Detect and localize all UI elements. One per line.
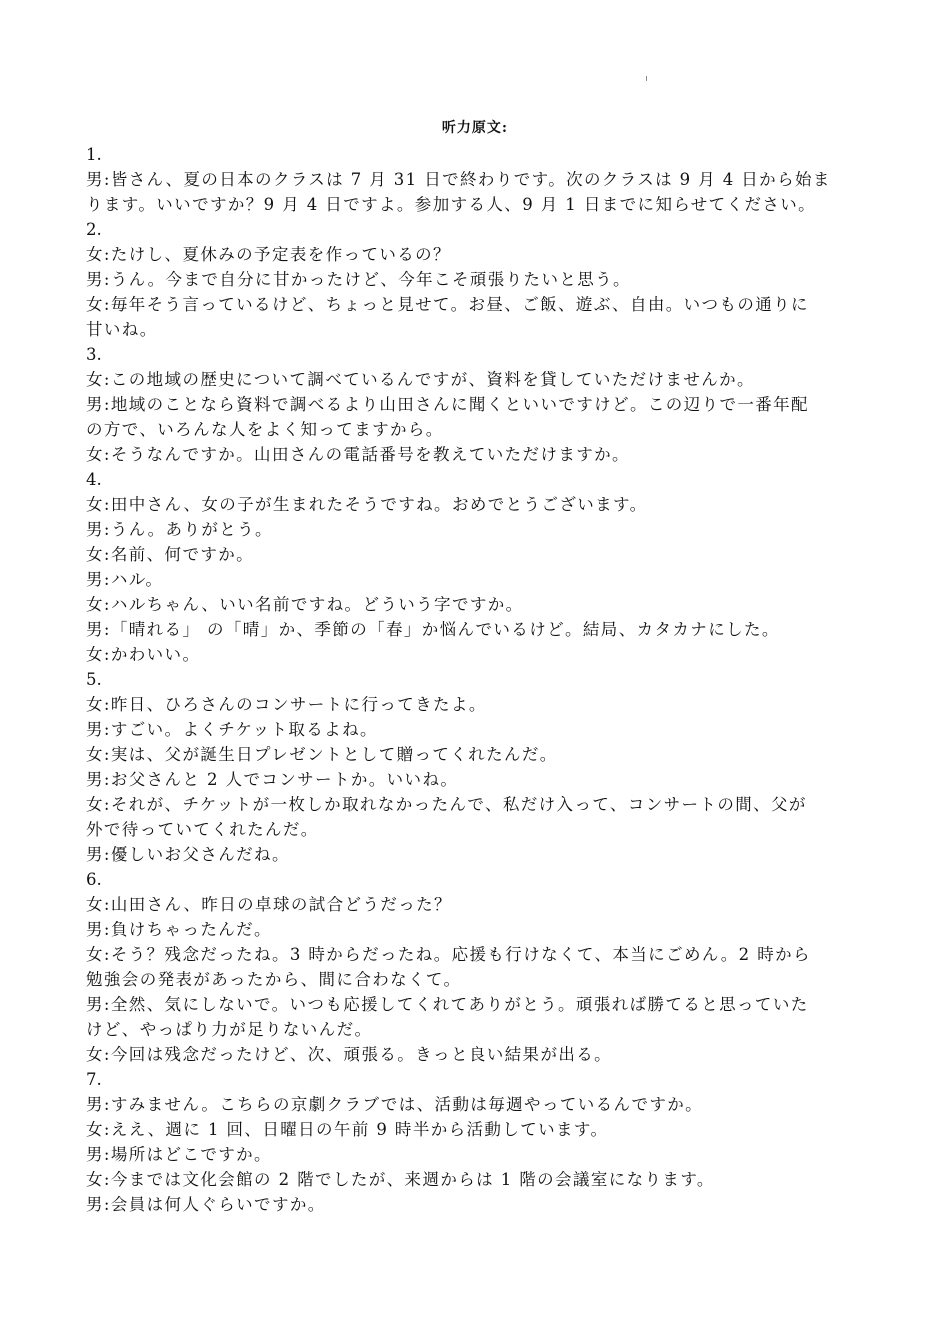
section-number: 7. [86,1070,102,1089]
header-mark [646,76,647,81]
dialogue-line: 勉強会の発表があったから、間に合わなくて。 [86,970,462,989]
section-number: 3. [86,345,102,364]
dialogue-line: 女:毎年そう言っているけど、ちょっと見せて。お昼、ご飯、遊ぶ、自由。いつもの通りに [86,295,809,314]
dialogue-line: けど、やっぱり力が足りないんだ。 [86,1020,373,1039]
section-number: 6. [86,870,102,889]
dialogue-line: 男:すごい。よくチケット取るよね。 [86,720,378,739]
section-number: 2. [86,220,102,239]
section-number: 5. [86,670,102,689]
section-number: 4. [86,470,102,489]
dialogue-line: 男:全然、気にしないで。いつも応援してくれてありがとう。頑張れば勝てると思っていた [86,995,809,1014]
dialogue-line: 女:今までは文化会館の 2 階でしたが、来週からは 1 階の会議室になります。 [86,1170,715,1189]
dialogue-line: 女:ええ、週に 1 回、日曜日の午前 9 時半から活動しています。 [86,1120,609,1139]
dialogue-line: 男:お父さんと 2 人でコンサートか。いいね。 [86,770,459,789]
transcript-body [86,142,864,1217]
dialogue-line: 外で待っていてくれたんだ。 [86,820,319,839]
dialogue-line: 女:山田さん、昨日の卓球の試合どうだった？ [86,895,452,914]
dialogue-line: 男:場所はどこですか。 [86,1145,272,1164]
dialogue-line: 男:負けちゃったんだ。 [86,920,272,939]
dialogue-line: 男:すみません。こちらの京劇クラブでは、活動は毎週やっているんですか。 [86,1095,704,1114]
dialogue-line: 女:ハルちゃん、いい名前ですね。どういう字ですか。 [86,595,524,614]
dialogue-line: 女:たけし、夏休みの予定表を作っているの？ [86,245,451,264]
dialogue-line: 男:皆さん、夏の日本のクラスは 7 月 31 日で終わりです。次のクラスは 9 月 4 日から始ま [86,170,831,189]
dialogue-line: ります。いいですか？9 月 4 日ですよ。参加する人、9 月 1 日までに知らせてください。 [86,195,817,214]
dialogue-line: 女:そうなんですか。山田さんの電話番号を教えていただけますか。 [86,445,630,464]
dialogue-line: 女:実は、父が誕生日プレゼントとして贈ってくれたんだ。 [86,745,558,764]
dialogue-line: 女:かわいい。 [86,645,201,664]
dialogue-line: 女:名前、何ですか。 [86,545,255,564]
dialogue-line: 男:ハル。 [86,570,164,589]
dialogue-line: 女:この地域の歴史について調べているんですが、資料を貸していただけませんか。 [86,370,755,389]
page-title: 听力原文: [441,120,509,136]
section-number: 1. [86,145,102,164]
dialogue-line: 男:「晴れる」 の「晴」か、季節の「春」か悩んでいるけど。結局、カタカナにした。 [86,620,780,639]
dialogue-line: 男:うん。今まで自分に甘かったけど、今年こそ頑張りたいと思う。 [86,270,631,289]
dialogue-line: 女:田中さん、女の子が生まれたそうですね。おめでとうございます。 [86,495,648,514]
dialogue-line: 甘いね。 [86,320,158,339]
dialogue-line: 男:うん。ありがとう。 [86,520,273,539]
dialogue-line: 女:今回は残念だったけど、次、頑張る。きっと良い結果が出る。 [86,1045,613,1064]
dialogue-line: 男:会員は何人ぐらいですか。 [86,1195,326,1214]
dialogue-line: の方で、いろんな人をよく知ってますから。 [86,420,444,439]
dialogue-line: 女:そう？残念だったね。3 時からだったね。応援も行けなくて、本当にごめん。2 時から [86,945,811,964]
dialogue-line: 女:それが、チケットが一枚しか取れなかったんで、私だけ入って、コンサートの間、父が [86,795,807,814]
dialogue-line: 男:優しいお父さんだね。 [86,845,290,864]
dialogue-line: 女:昨日、ひろさんのコンサートに行ってきたよ。 [86,695,487,714]
dialogue-line: 男:地域のことなら資料で調べるより山田さんに聞くといいですけど。この辺りで一番年配 [86,395,809,414]
